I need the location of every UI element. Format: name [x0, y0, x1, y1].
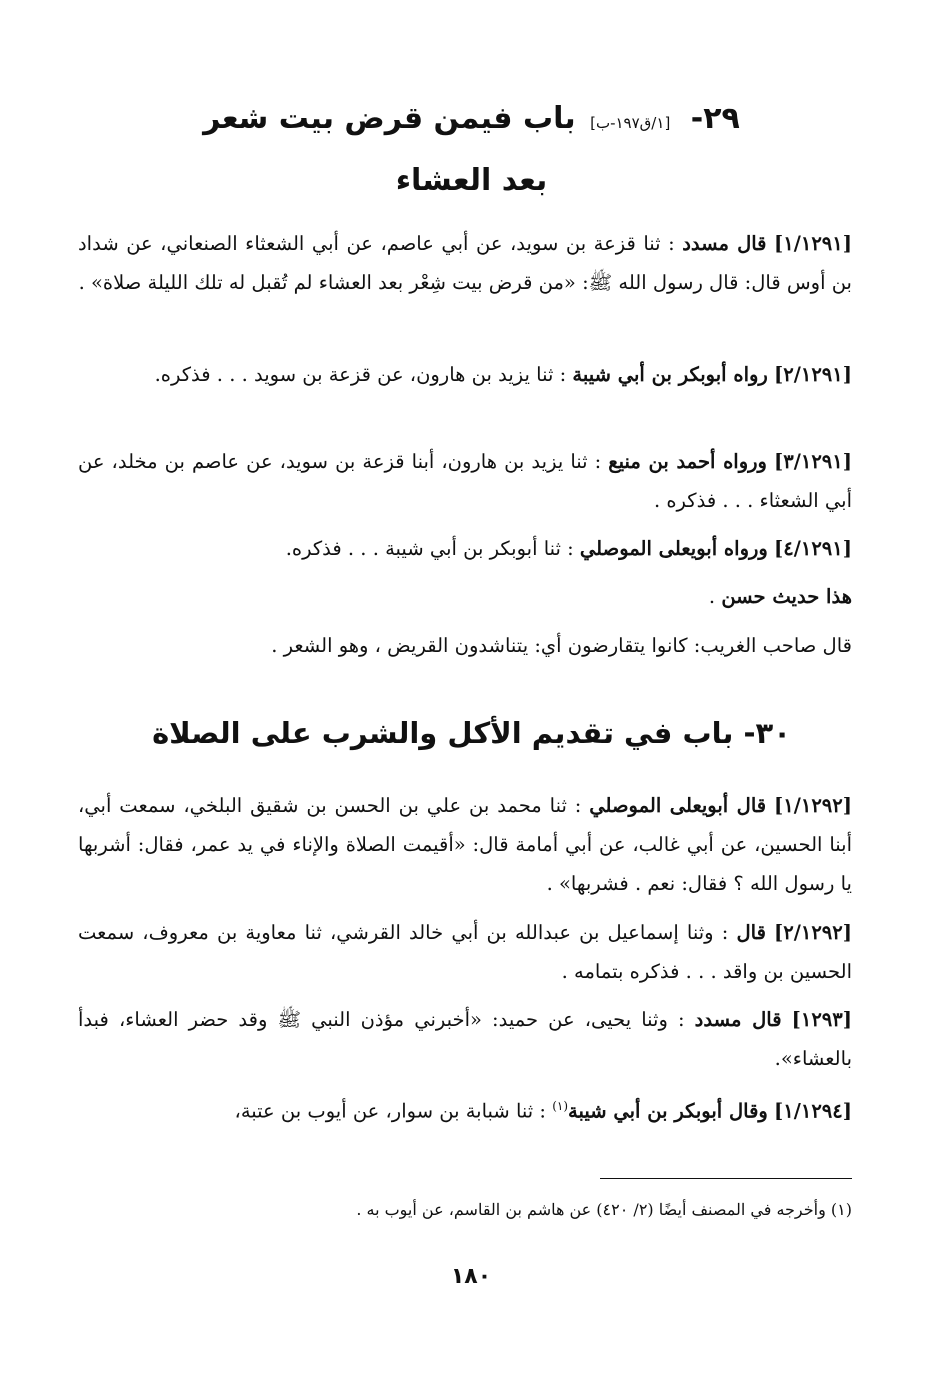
- hadith-paragraph: [78, 529, 852, 568]
- hadith-paragraph: [78, 442, 852, 520]
- chapter-29-heading: [150, 90, 793, 210]
- chapter-30-heading: ٣٠- باب في تقديم الأكل والشرب على الصلاة: [152, 716, 791, 750]
- footnote-divider: [600, 1178, 852, 1179]
- manuscript-reference: [١/ق١٩٧-ب]: [590, 114, 671, 132]
- chapter-29-title: باب فيمن قرض بيت شعر: [203, 101, 576, 136]
- hadith-ref: [١/١٢٩٢]: [774, 794, 852, 817]
- gharib-note: [78, 626, 852, 665]
- hadith-paragraph: [78, 224, 852, 302]
- hadith-text: : ثنا قزعة بن سويد، عن أبي عاصم، عن أبي الشعثاء الصنعاني، عن شداد بن أوس قال: قال رسول الله ﷺ: «من قرض بيت شِعْر بعد العشاء لم تُقبل له تلك الليلة صلاة» .: [78, 232, 852, 294]
- hadith-text: : ثنا يزيد بن هارون، عن قزعة بن سويد . . . فذكره.: [154, 363, 567, 386]
- hadith-paragraph: [78, 355, 852, 394]
- grading-text: هذا حديث حسن: [721, 585, 852, 608]
- chapter-29-title-line2: بعد العشاء: [395, 163, 548, 198]
- hadith-paragraph: [78, 1000, 852, 1078]
- hadith-text: : وثنا يحيى، عن حميد: «أخبرني مؤذن النبي ﷺ وقد حضر العشاء، فبدأ بالعشاء».: [78, 1008, 852, 1070]
- grading-note: [78, 577, 852, 616]
- hadith-text: : ثنا أبوبكر بن أبي شيبة . . . فذكره.: [285, 537, 574, 560]
- hadith-speaker: قال أبويعلى الموصلي: [589, 794, 767, 817]
- page-number: ١٨٠: [450, 1264, 492, 1289]
- grading-period: .: [708, 585, 716, 608]
- chapter-29-number: ٢٩-: [690, 101, 740, 136]
- chapter-29-title-line1: [150, 90, 793, 152]
- hadith-paragraph: [78, 786, 852, 903]
- hadith-text: : ثنا يزيد بن هارون، أبنا قزعة بن سويد، عن عاصم بن مخلد، عن أبي الشعثاء . . . فذكره .: [78, 450, 852, 512]
- footnote: (١) وأخرجه في المصنف أيضًا (٢/ ٤٢٠) عن هاشم بن القاسم، عن أيوب به .: [356, 1200, 852, 1219]
- hadith-text: : وثنا إسماعيل بن عبدالله بن أبي خالد القرشي، ثنا معاوية بن معروف، سمعت الحسين بن واقد . . . فذكره بتمامه .: [78, 921, 852, 983]
- hadith-speaker: ورواه أحمد بن منيع: [608, 450, 767, 473]
- hadith-speaker: قال: [736, 921, 766, 944]
- hadith-ref: [٤/١٢٩١]: [774, 537, 852, 560]
- hadith-ref: [٣/١٢٩١]: [774, 450, 852, 473]
- hadith-text: : ثنا شبابة بن سوار، عن أيوب بن عتبة،: [234, 1099, 546, 1123]
- hadith-ref: [١/١٢٩١]: [774, 232, 852, 255]
- hadith-ref: [١٢٩٣]: [791, 1008, 852, 1031]
- gharib-text: قال صاحب الغريب: كانوا يتقارضون أي: يتناشدون القريض ، وهو الشعر .: [271, 634, 852, 657]
- hadith-ref: [١/١٢٩٤]: [774, 1099, 852, 1123]
- hadith-speaker: رواه أبوبكر بن أبي شيبة: [572, 363, 768, 386]
- hadith-speaker: قال مسدد: [682, 232, 767, 255]
- hadith-speaker: وقال أبوبكر بن أبي شيبة: [568, 1099, 768, 1123]
- hadith-speaker: قال مسدد: [694, 1008, 782, 1031]
- hadith-speaker: ورواه أبويعلى الموصلي: [579, 537, 768, 560]
- hadith-paragraph: [78, 1087, 852, 1131]
- hadith-paragraph: [78, 913, 852, 991]
- hadith-ref: [٢/١٢٩١]: [774, 363, 852, 386]
- hadith-text: : ثنا محمد بن علي بن الحسن بن شقيق البلخي، سمعت أبي، أبنا الحسين، عن أبي غالب، عن أبي أمامة قال: «أقيمت الصلاة والإناء في يد عمر، فقال: أشربها يا رسول الله ؟ فقال: نعم . فشربها» .: [78, 794, 852, 895]
- hadith-ref: [٢/١٢٩٢]: [774, 921, 852, 944]
- footnote-marker: (١): [552, 1099, 569, 1113]
